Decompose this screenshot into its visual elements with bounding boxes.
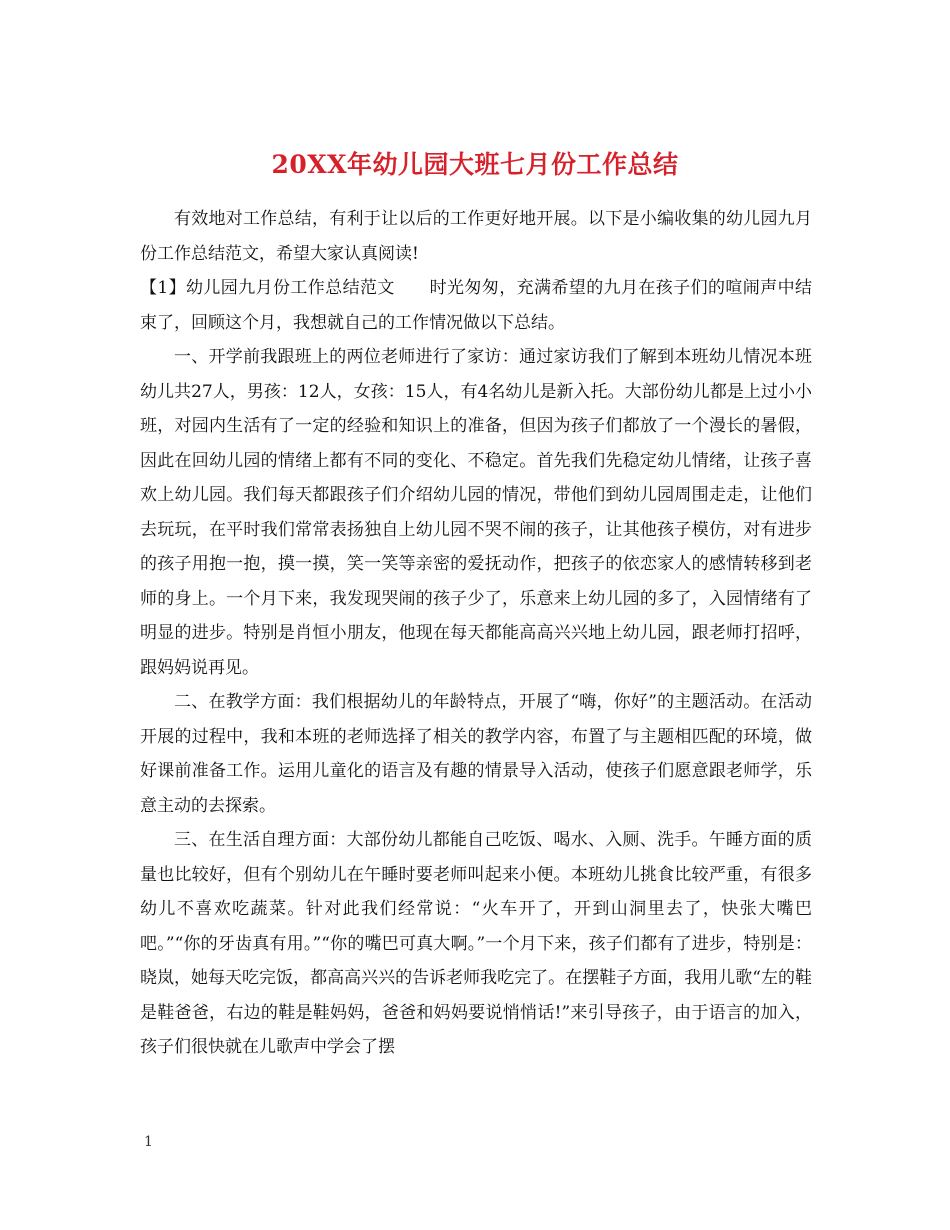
- intro-paragraph: 有效地对工作总结，有利于让以后的工作更好地开展。以下是小编收集的幼儿园九月份工作总结范文，希望大家认真阅读!: [140, 209, 812, 264]
- paragraph-teaching: 二、在教学方面：我们根据幼儿的年龄特点，开展了“嗨，你好”的主题活动。在活动开展的过程中，我和本班的老师选择了相关的教学内容，布置了与主题相匹配的环境，做好课前准备工作。运用儿童化的语言及有趣的情景导入活动，使孩子们愿意跟老师学，乐意主动的去探索。: [140, 692, 812, 816]
- document-title: 20XX年幼儿园大班七月份工作总结: [271, 149, 679, 179]
- paragraph-self-care: 三、在生活自理方面：大部份幼儿都能自己吃饭、喝水、入厕、洗手。午睡方面的质量也比较好，但有个别幼儿在午睡时要老师叫起来小便。本班幼儿挑食比较严重，有很多幼儿不喜欢吃蔬菜。针对此我们经常说：“火车开了，开到山洞里去了，快张大嘴巴吧。”“你的牙齿真有用。”“你的嘴巴可真大啊。”一个月下来，孩子们都有了进步，特别是：晓岚，她每天吃完饭，都高高兴兴的告诉老师我吃完了。在摆鞋子方面，我用儿歌“左的鞋是鞋爸爸，右边的鞋是鞋妈妈，爸爸和妈妈要说悄悄话!”来引导孩子，由于语言的加入，孩子们很快就在儿歌声中学会了摆: [140, 830, 812, 1057]
- page-number: 1: [144, 1134, 153, 1150]
- section-1-paragraph: 【1】幼儿园九月份工作总结范文 时光匆匆，充满希望的九月在孩子们的喧闹声中结束了，回顾这个月，我想就自己的工作情况做以下总结。: [140, 278, 812, 333]
- paragraph-home-visit: 一、开学前我跟班上的两位老师进行了家访：通过家访我们了解到本班幼儿情况本班幼儿共27人，男孩：12人，女孩：15人，有4名幼儿是新入托。大部份幼儿都是上过小小班，对园内生活有了一定的经验和知识上的准备，但因为孩子们都放了一个漫长的暑假，因此在回幼儿园的情绪上都有不同的变化、不稳定。首先我们先稳定幼儿情绪，让孩子喜欢上幼儿园。我们每天都跟孩子们介绍幼儿园的情况，带他们到幼儿园周围走走，让他们去玩玩，在平时我们常常表扬独自上幼儿园不哭不闹的孩子，让其他孩子模仿，对有进步的孩子用抱一抱，摸一摸，笑一笑等亲密的爱抚动作，把孩子的依恋家人的感情转移到老师的身上。一个月下来，我发现哭闹的孩子少了，乐意来上幼儿园的多了，入园情绪有了明显的进步。特别是肖恒小朋友，他现在每天都能高高兴兴地上幼儿园，跟老师打招呼，跟妈妈说再见。: [140, 347, 812, 678]
- document-body: [140, 202, 812, 1065]
